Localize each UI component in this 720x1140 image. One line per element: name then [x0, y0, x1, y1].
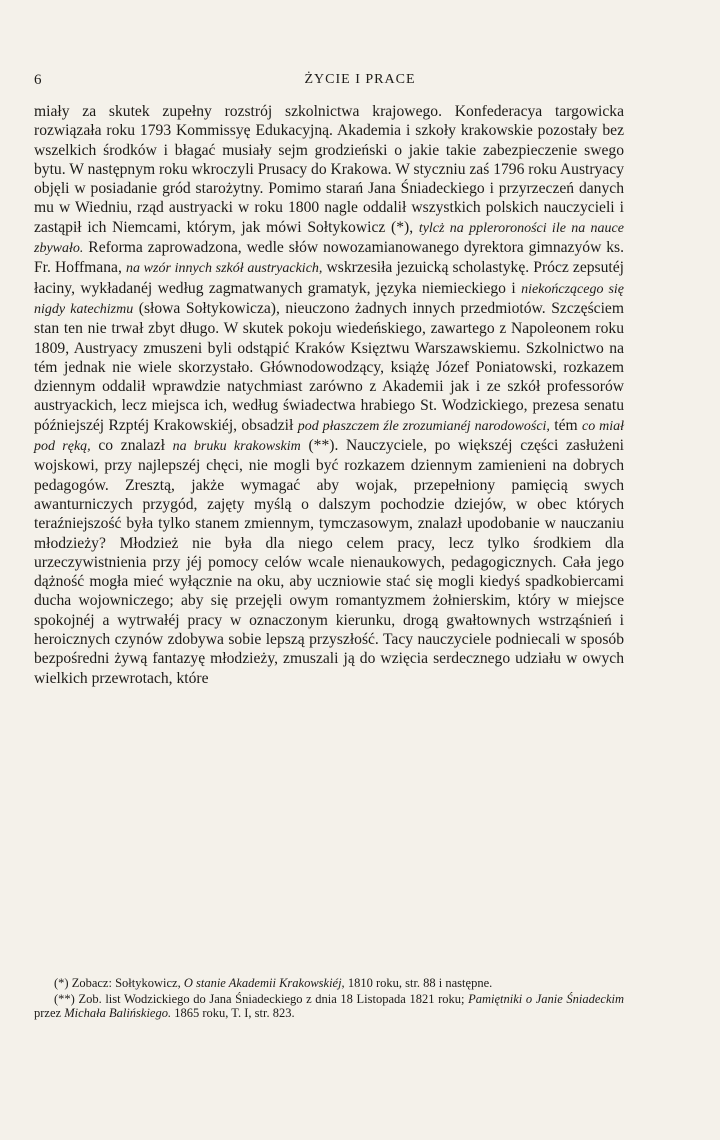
footnotes [34, 976, 624, 1022]
footnote-text: 1810 roku, str. 88 i następne. [347, 976, 493, 990]
text-segment: tém [554, 416, 578, 434]
footnote-2 [34, 992, 624, 1021]
footnote-text: przez [34, 1006, 62, 1021]
paragraph [34, 102, 624, 688]
footnote-text: (*) Zobacz: Sołtykowicz, [54, 976, 181, 990]
italic-quote: pod płaszczem źle zrozumianéj narodowości, [297, 418, 550, 434]
italic-quote: na bruku krakowskim [172, 439, 301, 455]
footnote-title: O stanie Akademii Krakowskiéj, [183, 976, 345, 990]
text-segment: co znalazł [98, 437, 165, 455]
running-title: ŻYCIE I PRACE [304, 72, 416, 87]
italic-quote: co miał pod ręką, [34, 418, 625, 455]
footnote-text: (**) Zob. list Wodzickiego do Jana Śniadeckiego z dnia 18 Listopada 1821 roku; [54, 991, 465, 1006]
main-text [34, 102, 624, 688]
text-segment: (słowa Sołtykowicza), nieuczono żadnych innych przedmiotów. Szczęściem stan ten nie trwał zbyt długo. W skutek pokoju wiedeńskiego, zawartego z Napoleonem roku 1809, Austryacy zmuszeni byli odstąpić Kraków Księztwu Warszawskiemu. Szkolnictwo na tém jednak nie wiele skorzystało. Głównodowodzący, książę Józef Poniatowski, rozkazem dziennym oddalił wprawdzie natychmiast zarówno z Akademii jak i ze szkół professorów austryackich, lecz miejsca ich, według świadectwa hrabiego St. Wodzickiego, prezesa senatu późniejszéj Rzptéj Krakowskiéj, obsadził [34, 299, 624, 434]
footnote-author: Michała Balińskiego. [64, 1006, 172, 1021]
footnote-title: Pamiętniki o Janie Śniadeckim [468, 991, 625, 1006]
text-segment: (**). Nauczyciele, po większéj części zasłużeni wojskowi, przy najlepszéj chęci, nie mogli być rozkazem dziennym zamienieni na dobrych pedagogów. Zresztą, jakże wymagać aby wojak, przepełniony pamięcią swych awanturniczych przygód, zajęty myślą o dalszym pochodzie dziejów, w obec których teraźniejszość była tylko stanem zmiennym, tymczasowym, znalazł upodobanie w nauczaniu młodzieży? Młodzież nie była dla niego celem pracy, lecz tylko środkiem dla urzeczywistnienia przy jéj pomocy celów wcale nienaukowych, pedagogicznych. Cała jego dążność mogła mieć wyłącznie na oku, aby uczniowie stać się mogli kiedyś spadkobiercami ducha wojowniczego; aby się przejęli owym romantyzmem żołnierskim, który w miejsce spokojnéj a wytrwałéj pracy w oznaczonym kierunku, drogą gwałtownych wstrząśnień i heroicznych czynów zdobywa sobie lepszą przyszłość. Tacy nauczyciele podniecali w sposób bezpośredni żywą fantazyę młodzieży, zmuszali ją do wzięcia serdecznego udziału w owych wielkich przewrotach, które [34, 437, 624, 687]
footnote-text: 1865 roku, T. I, str. 823. [174, 1006, 295, 1021]
italic-quote: na wzór innych szkół austryackich, [125, 261, 323, 277]
running-head [34, 72, 686, 92]
text-segment: wskrzesiła jezuicką scholastykę. Prócz zepsutéj łaciny, wykładanéj według zagmatwanych gramatyk, języka niemieckiego i [34, 259, 624, 297]
text-segment: Reforma zaprowadzona, wedle słów nowozamianowanego dyrektora gimnazyów ks. Fr. Hoffmana, [34, 239, 624, 277]
italic-quote: niekończącego się nigdy katechizmu [34, 281, 624, 317]
footnote-1 [34, 976, 624, 991]
page-number: 6 [34, 72, 42, 88]
italic-quote: tylcż na ppleroroności ile na nauce zbywało. [34, 220, 624, 257]
text-segment: miały za skutek zupełny rozstrój szkolnictwa krajowego. Konfederacya targowicka rozwiązała roku 1793 Kommissyę Edukacyjną. Akademia i szkoły krakowskie pozostały bez wszelkich środków i błagać musiały sejm grodzieński o jakie takie zabezpieczenie swego bytu. W następnym roku wkroczyli Prusacy do Krakowa. W styczniu zaś 1796 roku Austryacy objęli w posiadanie gród starożytny. Pomimo starań Jana Śniadeckiego i przyrzeczeń danych mu w Wiedniu, rząd austryacki w roku 1800 nagle oddalił wszystkich polskich nauczycieli i zastąpił ich Niemcami, którym, jak mówi Sołtykowicz (*), [34, 103, 624, 236]
